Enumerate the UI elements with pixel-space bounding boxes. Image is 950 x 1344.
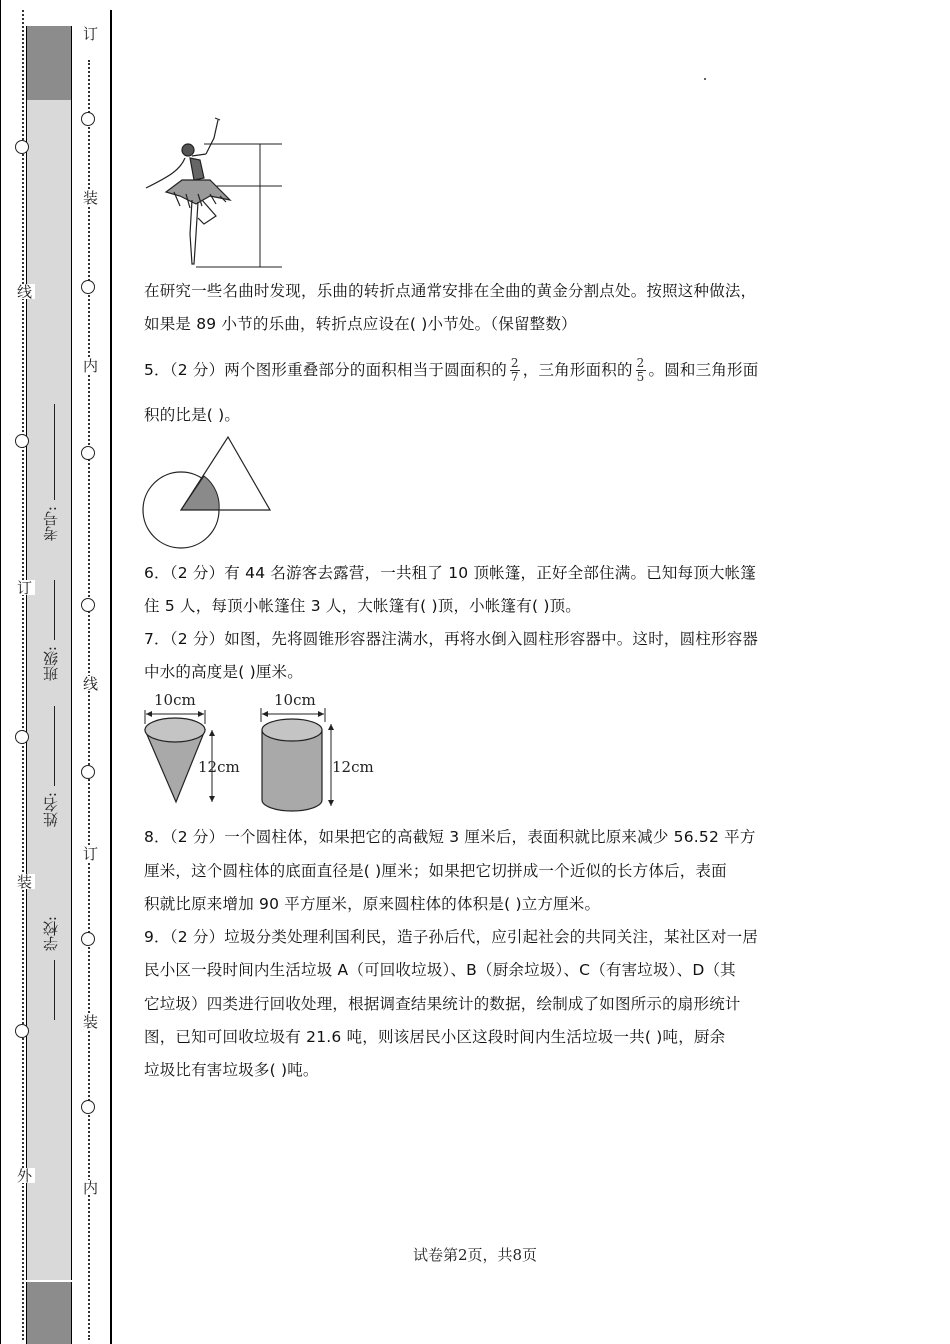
outer-label-1: 线 <box>15 284 33 299</box>
stray-dot <box>704 78 706 80</box>
name-label: 姓名: <box>42 792 60 828</box>
q9-line-5: 垃圾比有害垃圾多( )吨。 <box>144 1061 319 1079</box>
inner-circle-5 <box>81 765 95 779</box>
q9-line-1: 9．（2 分）垃圾分类处理利国利民，造子孙后代，应引起社会的共同关注，某社区对一居 <box>144 928 759 946</box>
outer-label-3: 装 <box>15 874 33 889</box>
ballerina-golden-ratio-figure <box>140 116 290 272</box>
outer-cut-line <box>22 10 24 1340</box>
inner-label-2: 装 <box>81 190 99 205</box>
page-footer: 试卷第2页，共8页 <box>412 1246 538 1264</box>
inner-label-5: 线 <box>81 676 99 691</box>
cone-height-label: 12cm <box>198 758 240 776</box>
q5-frac2-den: 5 <box>636 370 645 384</box>
q4-line-2: 如果是 89 小节的乐曲，转折点应设在( )小节处。（保留整数） <box>144 315 577 333</box>
q9-line-3: 它垃圾）四类进行回收处理，根据调查结果统计的数据，绘制成了如图所示的扇形统计 <box>144 995 741 1013</box>
q9-line-4: 图，已知可回收垃圾有 21.6 吨，则该居民小区这段时间内生活垃圾一共( )吨，厨余 <box>144 1028 726 1046</box>
inner-circle-2 <box>81 280 95 294</box>
q5-text-a: 5．（2 分）两个图形重叠部分的面积相当于圆面积的 <box>144 361 507 379</box>
school-label: 学校: <box>42 916 60 952</box>
margin-right-border <box>110 10 112 1344</box>
school-line[interactable] <box>54 960 55 1020</box>
outer-label-4: 外 <box>15 1168 33 1183</box>
inner-label-3: 内 <box>81 358 99 373</box>
q5-text-b: ，三角形面积的 <box>522 361 633 379</box>
q5-line-1 <box>144 348 824 392</box>
exam-number-line[interactable] <box>54 404 55 500</box>
inner-label-7: 内 <box>81 1180 99 1195</box>
q6-line-2: 住 5 人，每顶小帐篷住 3 人，大帐篷有( )顶，小帐篷有( )顶。 <box>144 597 581 615</box>
q4-line-1: 在研究一些名曲时发现，乐曲的转折点通常安排在全曲的黄金分割点处。按照这种做法， <box>144 282 757 300</box>
q5-fraction-2 <box>636 357 646 384</box>
q9-line-2: 民小区一段时间内生活垃圾 A（可回收垃圾）、B（厨余垃圾）、C（有害垃圾）、D（其 <box>144 961 736 979</box>
q8-line-3: 积就比原来增加 90 平方厘米，原来圆柱体的体积是( )立方厘米。 <box>144 895 601 913</box>
margin-dark-block-bottom <box>26 1282 72 1344</box>
q5-line-2: 积的比是( )。 <box>144 406 241 424</box>
inner-label-4: 订 <box>81 846 99 861</box>
cylinder-height-label: 12cm <box>332 758 374 776</box>
outer-circle-2 <box>15 434 29 448</box>
outer-label-2: 订 <box>15 580 33 595</box>
cone-cylinder-figure <box>140 688 380 818</box>
inner-circle-6 <box>81 932 95 946</box>
q8-line-2: 厘米，这个圆柱体的底面直径是( )厘米；如果把它切拼成一个近似的长方体后，表面 <box>144 862 727 880</box>
margin-edge-line <box>0 0 1 1344</box>
margin-dark-block-top <box>26 26 72 100</box>
outer-circle-4 <box>15 1024 29 1038</box>
q5-frac2-num: 2 <box>636 356 645 370</box>
circle-triangle-figure <box>140 434 276 554</box>
q8-line-1: 8．（2 分）一个圆柱体，如果把它的高截短 3 厘米后，表面积就比原来减少 56.52 平方 <box>144 828 756 846</box>
inner-circle-4 <box>81 598 95 612</box>
name-line[interactable] <box>54 706 55 786</box>
outer-circle-1 <box>15 140 29 154</box>
q7-line-1: 7．（2 分）如图，先将圆锥形容器注满水，再将水倒入圆柱形容器中。这时，圆柱形容器 <box>144 630 759 648</box>
inner-circle-1 <box>81 112 95 126</box>
q5-fraction-1 <box>510 357 520 384</box>
cone-diameter-label: 10cm <box>154 691 196 709</box>
q6-line-1: 6．（2 分）有 44 名游客去露营，一共租了 10 顶帐篷，正好全部住满。已知每顶大帐篷 <box>144 564 757 582</box>
cylinder-diameter-label: 10cm <box>274 691 316 709</box>
inner-circle-3 <box>81 446 95 460</box>
q5-frac1-den: 7 <box>510 370 519 384</box>
inner-label-6: 装 <box>81 1014 99 1029</box>
margin-gray-band <box>26 100 72 1280</box>
q5-text-c: 。圆和三角形面 <box>648 361 759 379</box>
binding-margin <box>0 0 112 1344</box>
class-line[interactable] <box>54 580 55 640</box>
inner-cut-line <box>88 60 90 1340</box>
inner-label-1: 订 <box>81 26 99 41</box>
exam-number-label: 考号: <box>42 506 60 542</box>
inner-circle-7 <box>81 1100 95 1114</box>
q5-frac1-num: 2 <box>510 356 519 370</box>
outer-circle-3 <box>15 730 29 744</box>
q7-line-2: 中水的高度是( )厘米。 <box>144 663 303 681</box>
class-label: 班级: <box>42 646 60 682</box>
